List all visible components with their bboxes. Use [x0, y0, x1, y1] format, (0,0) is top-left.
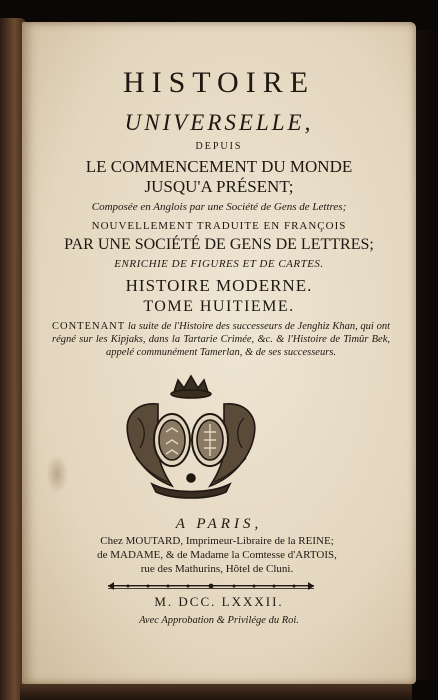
- royal-coat-of-arms-icon: [116, 374, 266, 502]
- ornamental-rule-icon: [108, 580, 314, 592]
- paper-stain: [46, 454, 68, 494]
- address-line-1: Chez MOUTARD, Imprimeur-Libraire de la REINE;: [100, 535, 334, 547]
- contenant-lead: CONTENANT: [52, 321, 126, 332]
- tome-line: TOME HUITIEME.: [143, 298, 295, 315]
- privilege-line: Avec Approbation & Privilége du Roi.: [139, 615, 299, 626]
- book-cover-bottom: [20, 684, 412, 700]
- main-title: HISTOIRE: [122, 66, 316, 99]
- par-societe-line: PAR UNE SOCIÉTÉ DE GENS DE LETTRES;: [64, 236, 374, 253]
- enrichie-line: ENRICHIE DE FIGURES ET DE CARTES.: [114, 258, 324, 270]
- imprint-place: A PARIS,: [175, 516, 263, 532]
- histoire-moderne-line: HISTOIRE MODERNE.: [125, 276, 313, 295]
- address-line-2: de MADAME, & de Madame la Comtesse d'ARTOIS,: [97, 549, 337, 561]
- subtitle-depuis: DEPUIS: [195, 141, 243, 152]
- address-line-3: rue des Mathurins, Hôtel de Cluni.: [140, 563, 294, 575]
- nouvellement-line: NOUVELLEMENT TRADUITE EN FRANÇOIS: [91, 220, 347, 232]
- subtitle-jusqua: JUSQU'A PRÉSENT;: [144, 177, 294, 196]
- composee-line: Composée en Anglois par une Société de Gens de Lettres;: [91, 201, 347, 213]
- title-page: [22, 22, 416, 684]
- subtitle-commencement: LE COMMENCEMENT DU MONDE: [85, 157, 353, 176]
- imprint-address: [40, 534, 394, 576]
- contenant-text: la suite de l'Histoire des successeurs de Jenghiz Khan, qui ont régné sur les Kipjaks, dans la Tartarie Crimée, &c. & l'Histoire de Timûr Bek, appelé communément Tamerlan, & de ses successeurs.: [52, 321, 390, 358]
- contents-paragraph: [52, 320, 390, 359]
- main-title-line-2: UNIVERSELLE,: [124, 110, 314, 135]
- imprint-date: M. DCC. LXXXII.: [154, 594, 284, 609]
